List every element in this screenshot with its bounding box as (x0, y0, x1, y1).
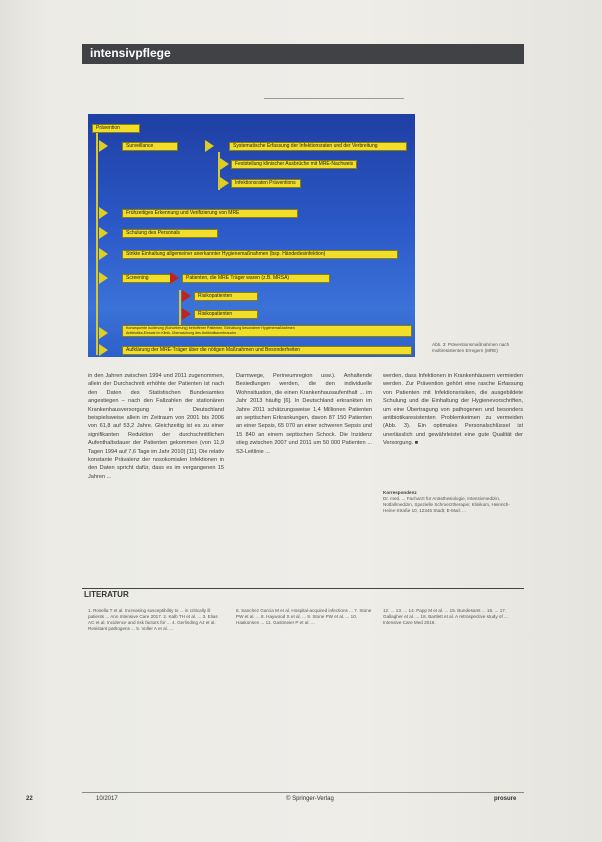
correspondence-heading: Korrespondenz (383, 490, 417, 495)
references-column-3: 12. ... 13. ... 14. Papp M et al. ... 15. Bundesamt ... 16. ... 17. Gallagher et al. ... 18. Bartlett et al. A retrospective study of ... Intensive Care Med 2016. (383, 608, 508, 625)
box-rates-prevention: Infektionsraten Präventions (231, 179, 301, 188)
arrow-icon (99, 272, 108, 284)
box-surveillance: Surveillance (122, 142, 178, 151)
section-title: intensivpflege (90, 46, 171, 60)
literature-title: LITERATUR (84, 590, 129, 599)
arrow-icon (99, 140, 108, 152)
box-risk-patients-2: Risikopatienten (194, 310, 258, 319)
box-screening: Screening (122, 274, 174, 283)
box-infection-rates: Systematische Erfassung der Infektionsraten und der Verbreitung (229, 142, 407, 151)
antibiotics-text: Antibiotika-Einsatz im Klinik, Überwachung des Antibiotikaverbrauchs (126, 331, 237, 335)
box-early-detection: Frühzeitiges Erkennung und Verifizierung von MRE (122, 209, 298, 218)
issue-label: 10/2017 (96, 796, 118, 802)
trunk-line (96, 130, 98, 355)
red-arrow-icon (182, 290, 191, 302)
body-column-1: in den Jahren zwischen 1994 und 2011 zugenommen, allein der Durchschnitt erhöhte der Patienten ist nach den Daten des Statistischen Bundesamtes angestiegen – nach den Fallzahlen der stationären Krankenhausversorgung in Deutschland beispielsweise allein im Zeitraum von 2001 bis 2006 von 61,8 auf 53,2 Jahre. Gleichzeitig ist es zu einer signifikanten Reduktion der durchschnittlichen Aufenthaltsdauer der Patienten gekommen (von 11,9 Tagen 1994 auf 7,6 Tage im Jahr 2010) [11]. Die relativ konstante Prävalenz der nosokomialen Infektionen in den Daten spricht dafür, dass es im vergangenen 15 Jahren ... (88, 373, 224, 480)
body-column-3 (383, 372, 523, 448)
box-mre-carriers: Patienten, die MRE Träger waren (z.B. MRSA) (182, 274, 330, 283)
arrow-icon (99, 327, 108, 339)
footer-rule (82, 792, 524, 793)
arrow-icon (99, 207, 108, 219)
branch-line (179, 290, 181, 330)
red-arrow-icon (170, 272, 179, 284)
box-patient-education: Aufklärung der MRE-Träger über die nötigen Maßnahmen und Besonderheiten (122, 346, 412, 355)
box-outbreaks: Feststellung klinischer Ausbrüche mit MRE-Nachweis (231, 160, 357, 169)
figure-caption: Abb. 3: Präventionsmaßnahmen nach multiresistenten Erregern (MRE) (432, 342, 510, 353)
references-column-2: 6. Sanchez Garcia M et al. Hospital-acquired infections ... 7. Stone PW et al. ... 8. Haywood S et al. ... 9. Stone PW et al. ... 10. Haakonsen ... 11. Gastmeier P et al. ... (236, 608, 372, 625)
box-isolation (122, 325, 412, 337)
arrow-icon (220, 177, 229, 189)
box-prevention: Prävention (92, 124, 140, 133)
divider (264, 98, 404, 99)
prevention-diagram (88, 114, 415, 357)
box-hygiene-compliance: Strikte Einhaltung allgemeiner anerkannter Hygienemaßnahmen (bsp. Händedesinfektion) (122, 250, 398, 259)
correspondence-note (383, 490, 523, 514)
box-risk-patients: Risikopatienten (194, 292, 258, 301)
isolation-text: Konsequente Isolierung (Kohortierung) betroffener Patienten, Einhaltung besonderer Hygienemaßnahmen (126, 326, 295, 330)
arrow-icon (99, 248, 108, 260)
body-column-2: Darmwege, Perineumregion usw.). Anhaltende Besiedlungen werden, die den individuelle Wohnsituation, die einen Krankenhausaufenthalt ... im Jahr 2013 häufig [6]. In Deutschland erkrankten im Jahre 2011 schätzungsweise 1,4 Millionen Patienten an septischen Erkrankungen, davon 87 150 Patienten an einer Sepsis, 65 070 an einer schweren Sepsis und 15 840 an einem septischen Schock. Die Inzidenz stieg zwischen 2007 und 2011 um 50 000 Patienten ... S3-Leitlinie ... (236, 373, 372, 455)
arrow-icon (220, 158, 229, 170)
end-mark: ■ (414, 440, 419, 447)
body-column-3-text: werden, dass Infektionen in Krankenhäusern vermieden werden. Zur Prävention gehört eine rasche Erfassung von Patienten mit Infektionsrisiken, die ausgebildete Schulung und die Einhaltung der Hygienevorschriften, um eine Übertragung von pathogenen und besonders antibiotikaresistenten Problemkeimen zu vermeiden (Abb. 3). Ein optimales Personalschlüssel ist unerlässlich und gewährleistet eine gute Qualität der Versorgung. (383, 373, 523, 447)
red-arrow-icon (182, 308, 191, 320)
correspondence-text: Dr. med. ... Facharzt für Anästhesiologie, Intensivmedizin, Notfallmedizin, Spezielle Schmerztherapie; Klinikum, Heinrich-Heine-Straße 10, 12345 Stadt; E-Mail: ... (383, 496, 510, 513)
arrow-icon (99, 344, 108, 356)
literature-header (82, 588, 524, 603)
arrow-icon (99, 227, 108, 239)
box-staff-training: Schulung des Personals (122, 229, 218, 238)
references-column-1: 1. Rosella T et al. Increasing susceptibility to ... in critically ill patients ... Ann Intensive Care 2017. 2. Kalb TH et al. ... 3. Elias AC et al. Incidence and risk factors for ... 4. Gerlinding AJ et al. Resistant pathogens ... 5. Voller A et al. ... (88, 608, 218, 631)
section-header (82, 44, 524, 64)
publisher-label: © Springer-Verlag (286, 796, 334, 802)
arrow-icon (205, 140, 214, 152)
page-number: 22 (26, 796, 33, 802)
magazine-name: prosure (494, 796, 517, 802)
